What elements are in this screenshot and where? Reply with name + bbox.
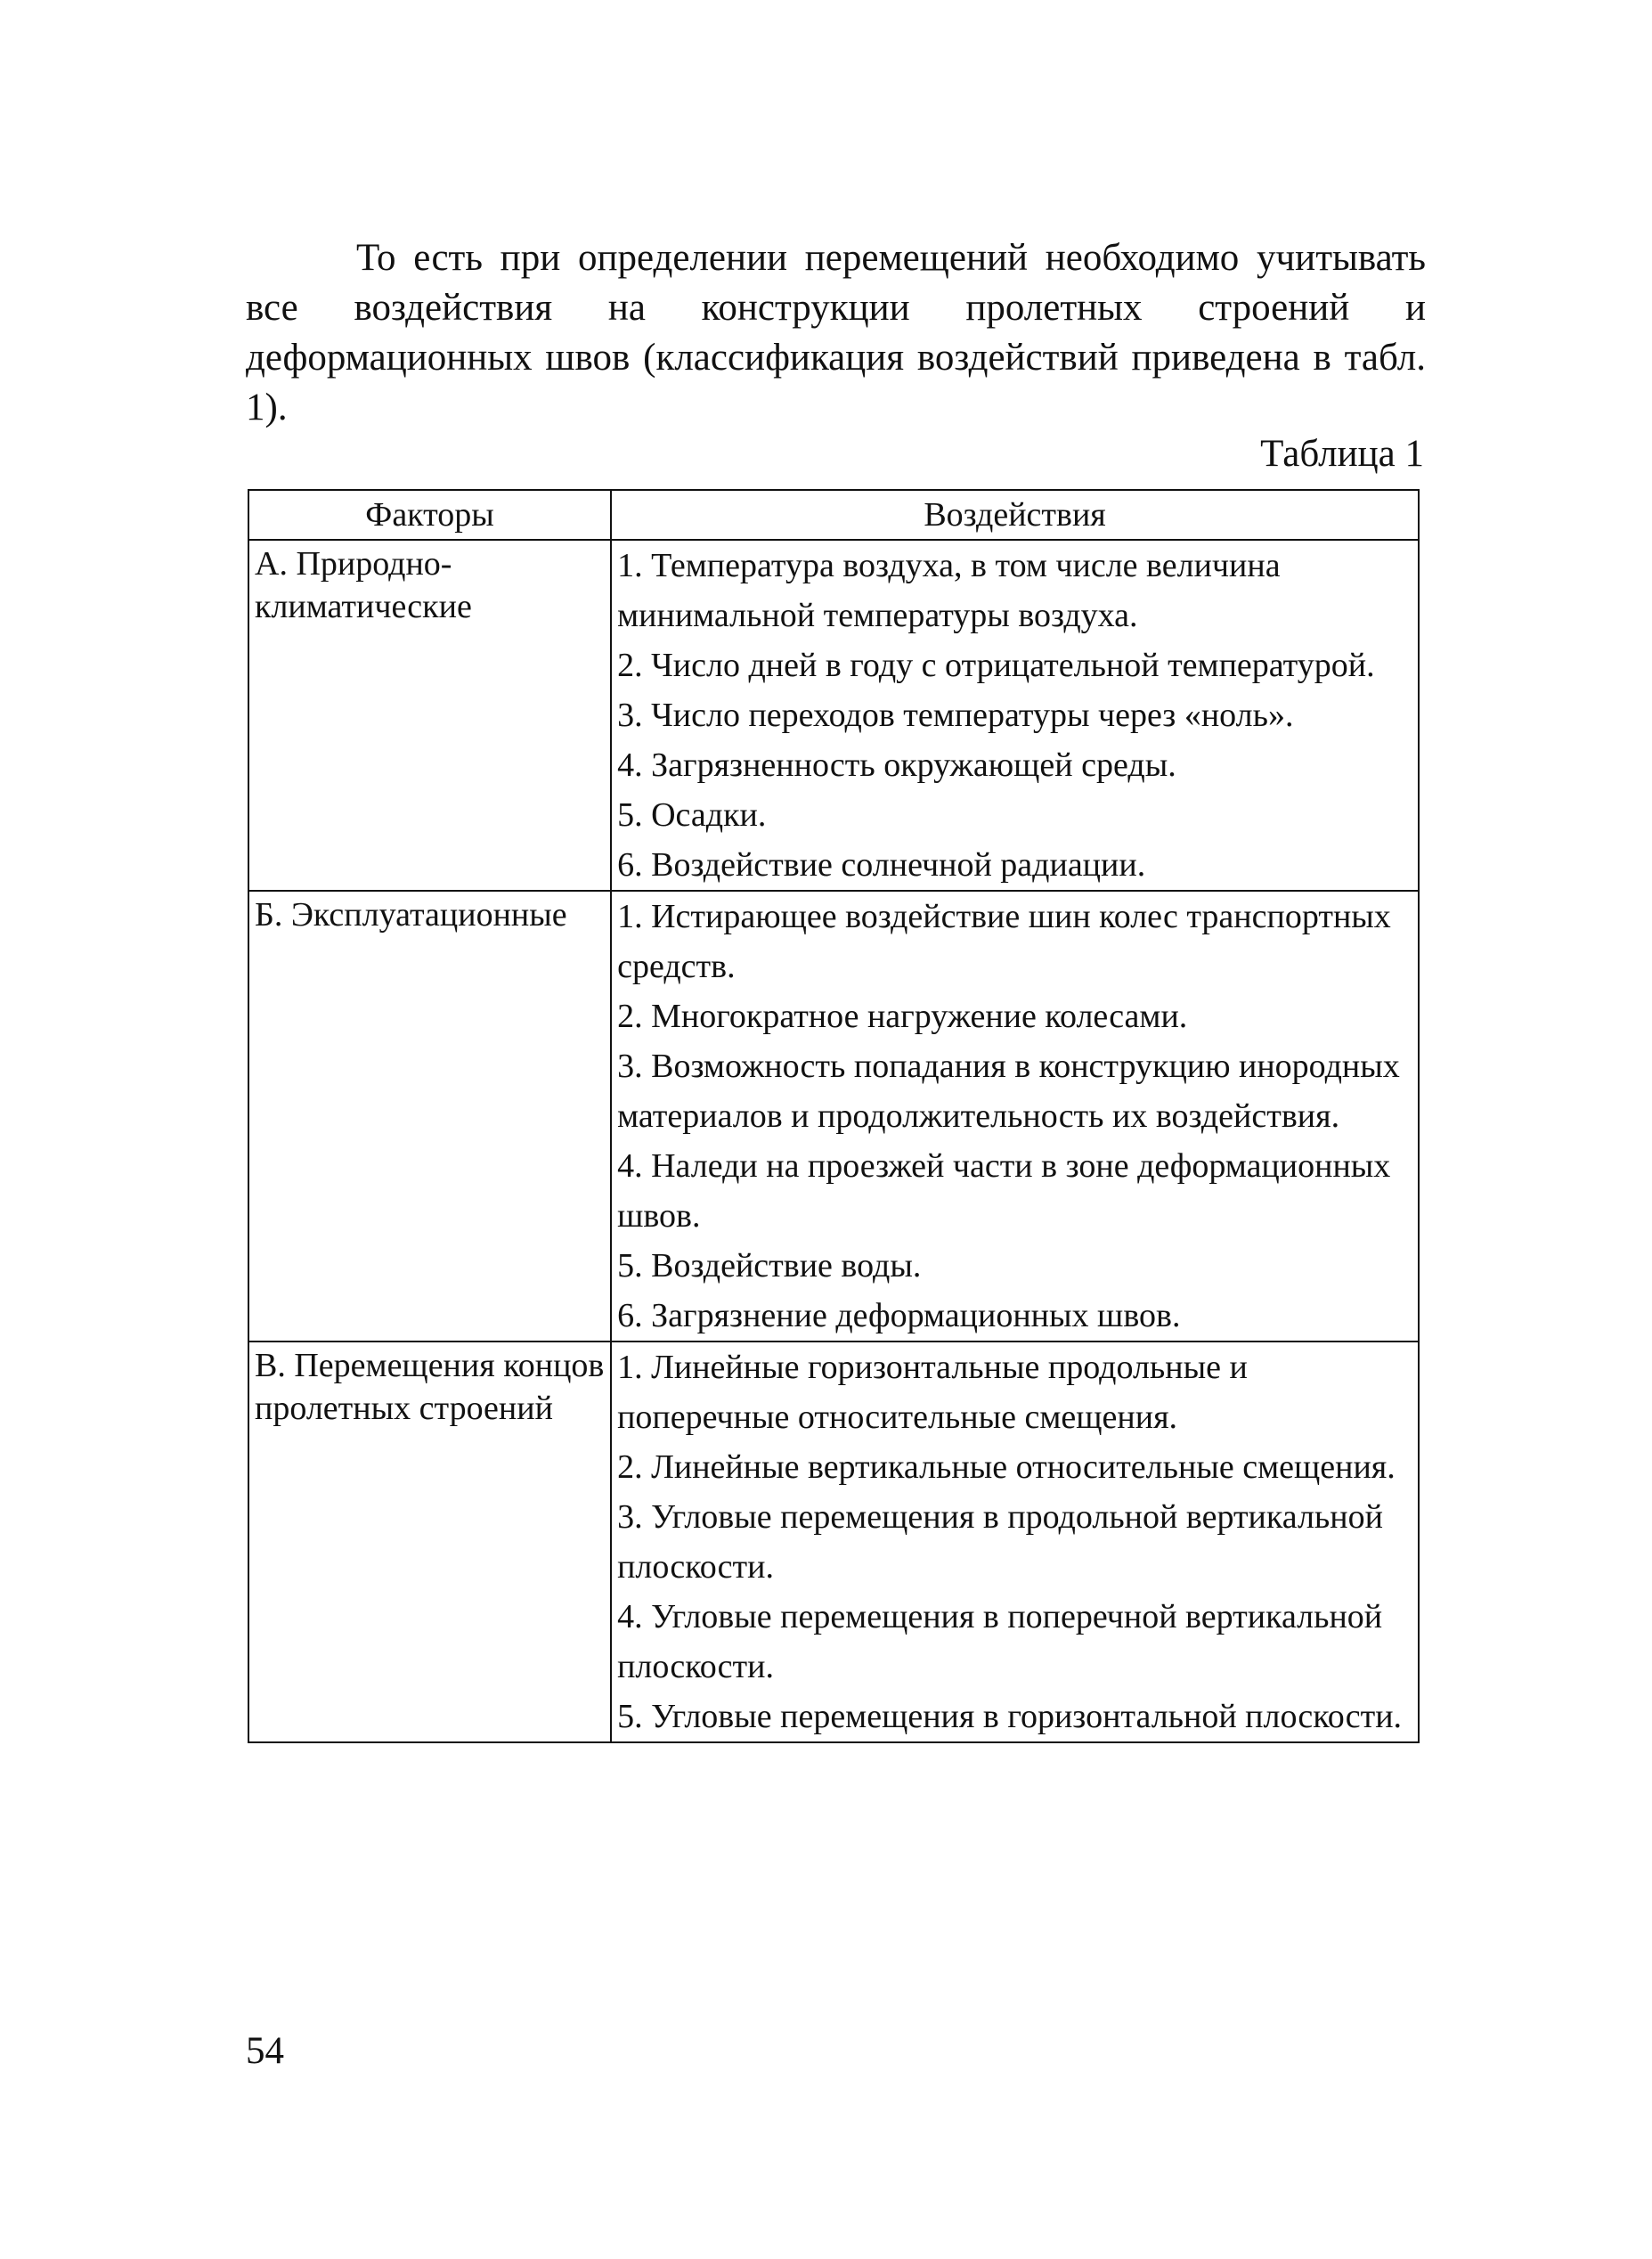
- factor-label: В. Перемещения концов пролетных строений: [255, 1347, 605, 1427]
- list-item: 4. Угловые перемещения в поперечной вертикальной плоскости.: [617, 1598, 1383, 1685]
- intro-paragraph: То есть при определении перемещений необходимо учитывать все воздействия на конструкции пролетных строений и деформационных швов (классификация воздействий приведена в табл. 1).: [246, 237, 1426, 428]
- list-item: 4. Наледи на проезжей части в зоне деформационных швов.: [617, 1147, 1391, 1235]
- list-item: 2. Многократное нагружение колесами.: [617, 998, 1188, 1035]
- list-item: 1. Температура воздуха, в том числе величина минимальной температуры воздуха.: [617, 547, 1281, 634]
- table-caption: Таблица 1: [1260, 433, 1424, 475]
- list-item: 3. Угловые перемещения в продольной вертикальной плоскости.: [617, 1498, 1383, 1586]
- list-item: 5. Осадки.: [617, 796, 767, 834]
- list-item: 5. Угловые перемещения в горизонтальной плоскости.: [617, 1698, 1403, 1735]
- factor-cell: [248, 1342, 611, 1742]
- list-item: 1. Линейные горизонтальные продольные и поперечные относительные смещения.: [617, 1349, 1248, 1436]
- list-item: 2. Линейные вертикальные относительные смещения.: [617, 1448, 1396, 1486]
- header-effects: Воздействия: [611, 490, 1419, 540]
- factor-cell: [248, 540, 611, 891]
- factor-cell: [248, 891, 611, 1342]
- effects-list: [617, 541, 1412, 890]
- table-row: [248, 891, 1419, 1342]
- list-item: 3. Возможность попадания в конструкцию инородных материалов и продолжительность их воздействия.: [617, 1048, 1400, 1135]
- page-number: 54: [246, 2030, 284, 2072]
- header-factors: Факторы: [248, 490, 611, 540]
- list-item: 6. Загрязнение деформационных швов.: [617, 1297, 1181, 1334]
- list-item: 3. Число переходов температуры через «ноль».: [617, 697, 1294, 734]
- table-row: [248, 540, 1419, 891]
- list-item: 4. Загрязненность окружающей среды.: [617, 746, 1176, 784]
- list-item: 5. Воздействие воды.: [617, 1247, 922, 1284]
- effects-list: [617, 892, 1412, 1341]
- factor-label: А. Природно-климатические: [255, 545, 472, 625]
- effects-cell: [611, 891, 1419, 1342]
- effects-cell: [611, 1342, 1419, 1742]
- effects-list: [617, 1342, 1412, 1741]
- list-item: 6. Воздействие солнечной радиации.: [617, 846, 1146, 884]
- classification-table: [248, 489, 1420, 1743]
- effects-cell: [611, 540, 1419, 891]
- table-row: [248, 1342, 1419, 1742]
- factor-label: Б. Эксплуатационные: [255, 896, 567, 934]
- list-item: 1. Истирающее воздействие шин колес транспортных средств.: [617, 898, 1391, 985]
- list-item: 2. Число дней в году с отрицательной температурой.: [617, 647, 1375, 684]
- table-header-row: [248, 490, 1419, 540]
